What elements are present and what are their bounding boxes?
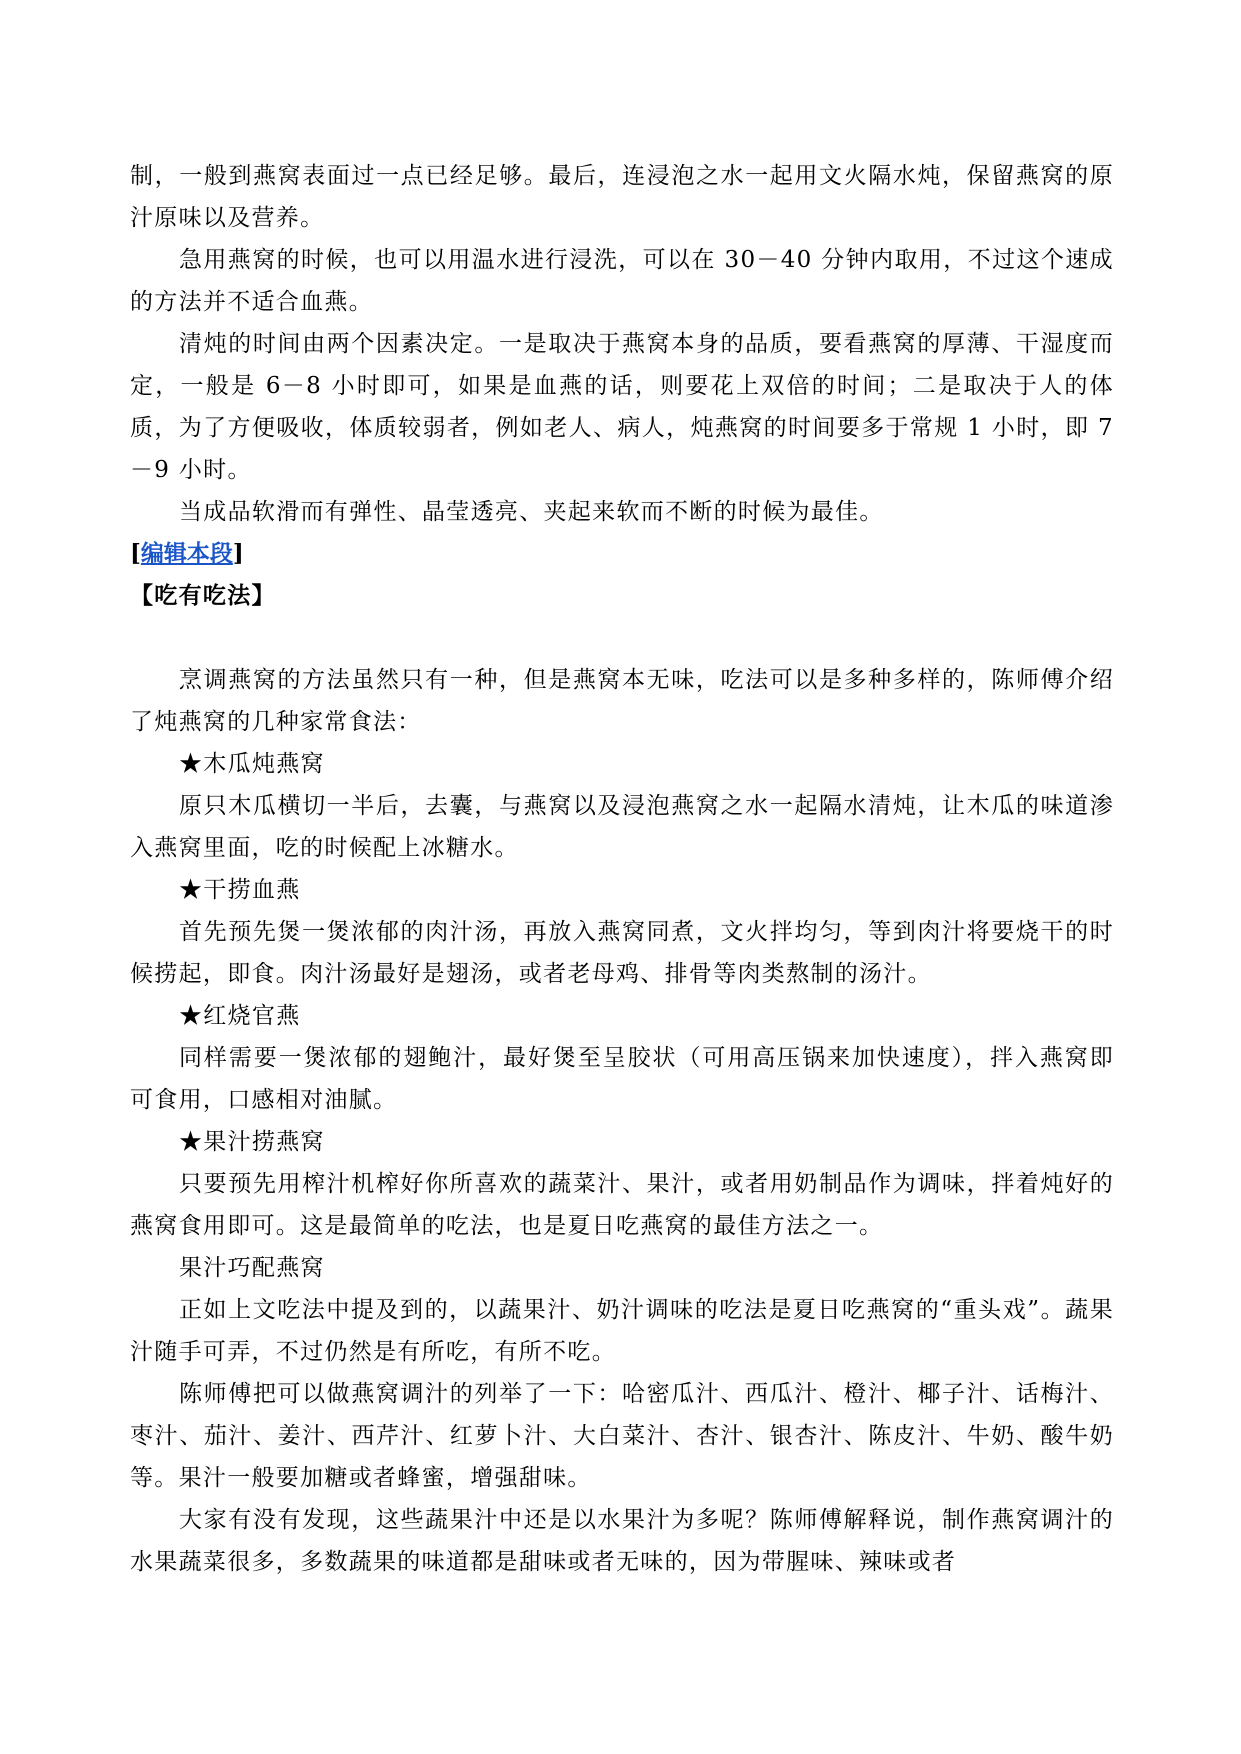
paragraph: 当成品软滑而有弹性、晶莹透亮、夹起来软而不断的时候为最佳。 bbox=[179, 499, 884, 525]
top-section bbox=[130, 155, 1114, 533]
paragraph: 同样需要一煲浓郁的翅鲍汁，最好煲至呈胶状（可用高压锅来加快速度），拌入燕窝即可食用，口感相对油腻。 bbox=[130, 1045, 1114, 1113]
paragraph: ★红烧官燕 bbox=[179, 1003, 301, 1029]
paragraph: 只要预先用榨汁机榨好你所喜欢的蔬菜汁、果汁，或者用奶制品作为调味，拌着炖好的燕窝食用即可。这是最简单的吃法，也是夏日吃燕窝的最佳方法之一。 bbox=[130, 1171, 1114, 1239]
section-heading: 【吃有吃法】 bbox=[130, 582, 276, 609]
bottom-section bbox=[130, 659, 1114, 1583]
edit-section-link[interactable]: 编辑本段 bbox=[140, 540, 233, 567]
paragraph: 原只木瓜横切一半后，去囊，与燕窝以及浸泡燕窝之水一起隔水清炖，让木瓜的味道渗入燕窝里面，吃的时候配上冰糖水。 bbox=[130, 793, 1114, 861]
paragraph: ★果汁捞燕窝 bbox=[179, 1129, 325, 1155]
document-page bbox=[130, 155, 1114, 1583]
paragraph: 陈师傅把可以做燕窝调汁的列举了一下：哈密瓜汁、西瓜汁、橙汁、椰子汁、话梅汁、枣汁、茄汁、姜汁、西芹汁、红萝卜汁、大白菜汁、杏汁、银杏汁、陈皮汁、牛奶、酸牛奶等。果汁一般要加糖或者蜂蜜，增强甜味。 bbox=[130, 1381, 1114, 1491]
paragraph: 清炖的时间由两个因素决定。一是取决于燕窝本身的品质，要看燕窝的厚薄、干湿度而定，一般是 6－8 小时即可，如果是血燕的话，则要花上双倍的时间；二是取决于人的体质，为了方便吸收，体质较弱者，例如老人、病人，炖燕窝的时间要多于常规 1 小时，即 7－9 小时。 bbox=[130, 331, 1114, 483]
blank-line bbox=[130, 617, 1114, 659]
paragraph: ★干捞血燕 bbox=[179, 877, 301, 903]
paragraph: 正如上文吃法中提及到的，以蔬果汁、奶汁调味的吃法是夏日吃燕窝的“重头戏”。蔬果汁随手可弄，不过仍然是有所吃，有所不吃。 bbox=[130, 1297, 1114, 1365]
edit-section-line bbox=[130, 533, 1114, 575]
edit-close-bracket: ] bbox=[232, 540, 244, 567]
paragraph: 大家有没有发现，这些蔬果汁中还是以水果汁为多呢？陈师傅解释说，制作燕窝调汁的水果蔬菜很多，多数蔬果的味道都是甜味或者无味的，因为带腥味、辣味或者 bbox=[130, 1507, 1114, 1575]
paragraph: 果汁巧配燕窝 bbox=[179, 1255, 325, 1281]
paragraph: 烹调燕窝的方法虽然只有一种，但是燕窝本无味，吃法可以是多种多样的，陈师傅介绍了炖燕窝的几种家常食法： bbox=[130, 667, 1114, 735]
paragraph: 首先预先煲一煲浓郁的肉汁汤，再放入燕窝同煮，文火拌均匀，等到肉汁将要烧干的时候捞起，即食。肉汁汤最好是翅汤，或者老母鸡、排骨等肉类熬制的汤汁。 bbox=[130, 919, 1114, 987]
paragraph: 制，一般到燕窝表面过一点已经足够。最后，连浸泡之水一起用文火隔水炖，保留燕窝的原汁原味以及营养。 bbox=[130, 163, 1114, 231]
edit-open-bracket: [ bbox=[130, 540, 141, 567]
paragraph: ★木瓜炖燕窝 bbox=[179, 751, 325, 777]
paragraph: 急用燕窝的时候，也可以用温水进行浸洗，可以在 30－40 分钟内取用，不过这个速成的方法并不适合血燕。 bbox=[130, 247, 1114, 315]
